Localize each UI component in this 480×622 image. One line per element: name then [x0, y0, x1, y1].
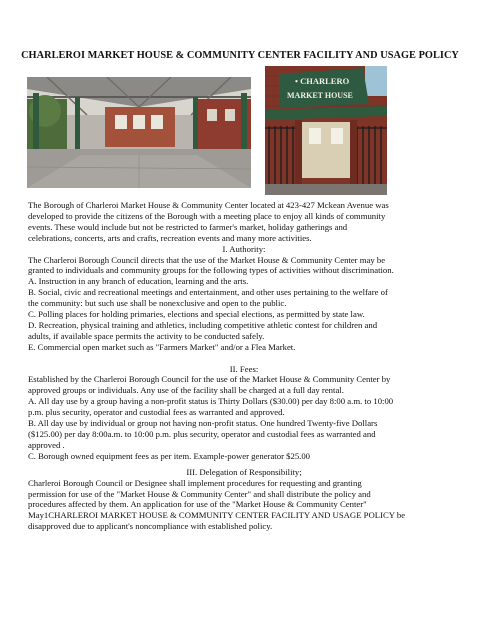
fees-line: B. All day use by individual or group not having non-profit status. One hundred Twenty-five Dollars: [28, 418, 378, 429]
intro-line: The Borough of Charleroi Market House & Community Center located at 423-427 Mckean Avenue was: [28, 200, 389, 210]
delegation-line: permission for use of the "Market House & Community Center" and shall distribute the policy and: [28, 488, 371, 499]
intro-line: events. These would include but not be restricted to farmer's market, holiday gatherings and: [28, 221, 348, 232]
authority-line: The Charleroi Borough Council directs that the use of the Market House & Community Center may be: [28, 254, 386, 265]
authority-line: granted to individuals and community groups for the following types of activities without discrimination.: [28, 265, 394, 276]
authority-line: adults, if available space permits the activity to be conducted safely.: [28, 330, 265, 341]
section-heading-fees: II. Fees:: [229, 363, 259, 374]
fees-line: C. Borough owned equipment fees as per item. Example-power generator $25.00: [28, 450, 311, 461]
intro-line: celebrations, concerts, arts and crafts, recreation events and many more activities.: [28, 232, 312, 243]
pavilion-photo: [27, 77, 251, 188]
sign-line-2: MARKET HOUSE: [287, 91, 353, 100]
delegation-line: disapproved due to applicant's noncompliance with established policy.: [28, 521, 273, 532]
authority-line: the community: but such use shall be nonexclusive and open to the public.: [28, 298, 287, 309]
market-house-entrance-photo: [265, 66, 387, 195]
fees-line: Established by the Charleroi Borough Council for the use of the Market House & Community Center by: [28, 374, 391, 385]
fees-line: ($125.00) per day 8:00a.m. to 10:00 p.m. plus security, operator and custodial fees as warranted and: [28, 429, 376, 440]
market-house-entrance-drawing: [265, 66, 387, 195]
fees-line: approved groups or individuals. Any use of the facility shall be charged at a full day rental.: [28, 385, 344, 396]
delegation-line: Charleroi Borough Council or Designee shall implement procedures for requesting and granting: [28, 477, 362, 488]
section-heading-authority: I. Authority:: [222, 243, 266, 254]
page-title: CHARLEROI MARKET HOUSE & COMMUNITY CENTER FACILITY AND USAGE POLICY: [21, 50, 459, 61]
authority-line: E. Commercial open market such as "Farmers Market" and/or a Flea Market.: [28, 341, 296, 352]
intro-line: developed to provide the citizens of the Borough with a meeting place to enjoy all kinds of community: [28, 210, 386, 221]
sign-line-1: • CHARLERO: [295, 76, 350, 86]
authority-line: C. Polling places for holding primaries, elections and special elections, as permitted by state law.: [28, 309, 365, 320]
delegation-line: procedures affected by them. An application for use of the "Market House & Community Center": [28, 499, 367, 510]
fees-line: approved .: [28, 439, 65, 450]
pavilion-photo-drawing: [27, 77, 251, 188]
fees-line: p.m. plus security, operator and custodial fees as warranted and approved.: [28, 407, 285, 418]
policy-body: [28, 200, 460, 532]
fees-line: A. All day use by a group having a non-profit status is Thirty Dollars ($30.00) per day 8:00 a.m. to 10:00: [28, 396, 394, 407]
delegation-line: May1CHARLEROI MARKET HOUSE & COMMUNITY CENTER FACILITY AND USAGE POLICY be: [28, 510, 406, 521]
authority-line: D. Recreation, physical training and athletics, including competitive athletic contest for children and: [28, 319, 378, 330]
authority-line: A. Instruction in any branch of education, learning and the arts.: [28, 276, 249, 287]
section-heading-delegation: III. Delegation of Responsibility;: [186, 466, 302, 477]
authority-line: B. Social, civic and recreational meetings and entertainment, and other uses pertaining to the welfare of: [28, 287, 388, 298]
